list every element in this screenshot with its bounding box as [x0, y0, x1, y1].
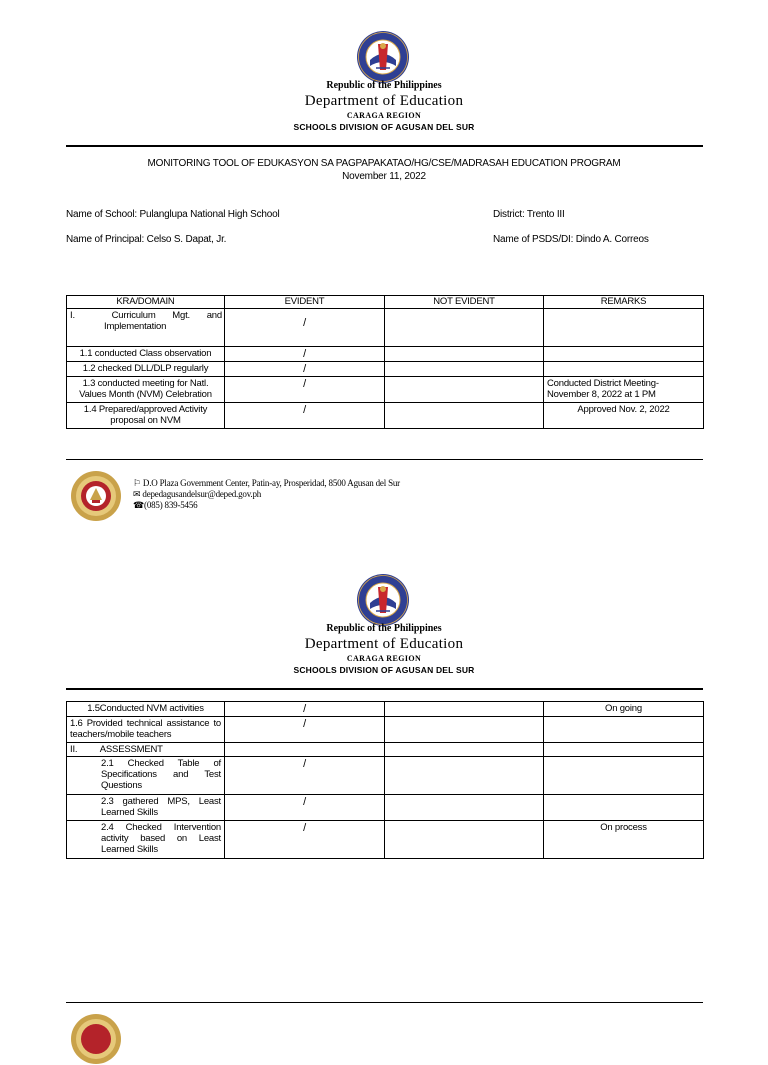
header-republic: Republic of the Philippines [326, 80, 442, 91]
evident-cell: / [225, 362, 385, 377]
kra-cell: 1.3 conducted meeting for Natl. Values Month (NVM) Celebration [67, 377, 225, 403]
header-remarks: REMARKS [544, 296, 704, 309]
not-evident-cell [385, 309, 544, 347]
remarks-cell [544, 717, 704, 743]
remarks-cell [544, 757, 704, 795]
footer-rule [66, 1002, 703, 1003]
remarks-cell: On process [544, 821, 704, 859]
header-not-evident: NOT EVIDENT [385, 296, 544, 309]
phone-icon: ☎ [133, 500, 145, 510]
header-rule [66, 145, 703, 147]
table-row [67, 717, 704, 743]
footer-address: D.O Plaza Government Center, Patin-ay, Prosperidad, 8500 Agusan del Sur [142, 478, 400, 488]
not-evident-cell [385, 702, 544, 717]
evident-cell: / [225, 309, 385, 347]
kra-cell: 1.4 Prepared/approved Activity proposal on NVM [67, 403, 225, 429]
remarks-cell [544, 362, 704, 377]
kra-cell: 1.2 checked DLL/DLP regularly [67, 362, 225, 377]
deped-seal-icon [356, 573, 410, 627]
footer-phone: (085) 839-5456 [144, 500, 198, 510]
table-row [67, 743, 704, 757]
remarks-cell: Approved Nov. 2, 2022 [544, 403, 704, 429]
not-evident-cell [385, 403, 544, 429]
table-row [67, 309, 704, 347]
not-evident-cell [385, 347, 544, 362]
document-title: MONITORING TOOL OF EDUKASYON SA PAGPAPAKATAO/HG/CSE/MADRASAH EDUCATION PROGRAM [147, 158, 621, 169]
table-row [67, 403, 704, 429]
footer-email-line [133, 489, 261, 500]
kra-cell: 1.6 Provided technical assistance to teachers/mobile teachers [67, 717, 225, 743]
division-logo-icon [70, 1013, 122, 1065]
kra-word-b: Mgt. [172, 310, 190, 321]
not-evident-cell [385, 362, 544, 377]
division-logo-icon [70, 470, 122, 522]
deped-seal-icon [356, 30, 410, 84]
kra-cell: 1.1 conducted Class observation [67, 347, 225, 362]
header-rule [66, 688, 703, 690]
evident-cell: / [225, 403, 385, 429]
table-row [67, 757, 704, 795]
kra-number: II. [70, 744, 78, 755]
footer-address-line [133, 478, 400, 489]
document-date: November 11, 2022 [342, 171, 426, 182]
school-name: Name of School: Pulanglupa National High School [66, 209, 280, 220]
evident-cell: / [225, 795, 385, 821]
kra-word-d: Implementation [104, 321, 167, 332]
kra-cell: 1.5Conducted NVM activities [67, 702, 225, 717]
table-row [67, 795, 704, 821]
psds-name: Name of PSDS/DI: Dindo A. Correos [493, 234, 649, 245]
remarks-cell: On going [544, 702, 704, 717]
district: District: Trento III [493, 209, 565, 220]
not-evident-cell [385, 795, 544, 821]
remarks-cell [544, 743, 704, 757]
kra-label: ASSESSMENT [99, 744, 163, 755]
header-division: SCHOOLS DIVISION OF AGUSAN DEL SUR [293, 122, 475, 132]
evident-cell: / [225, 717, 385, 743]
location-icon: ⚐ [133, 478, 143, 488]
principal-name: Name of Principal: Celso S. Dapat, Jr. [66, 234, 227, 245]
kra-cell: 2.3 gathered MPS, Least Learned Skills [67, 795, 225, 821]
kra-number: I. [70, 310, 75, 321]
kra-cell [67, 309, 225, 347]
email-icon: ✉ [133, 489, 143, 499]
header-department: Department of Education [304, 636, 464, 652]
evident-cell: / [225, 702, 385, 717]
not-evident-cell [385, 821, 544, 859]
remarks-cell [544, 795, 704, 821]
header-kra: KRA/DOMAIN [67, 296, 225, 309]
table-row [67, 821, 704, 859]
remarks-cell [544, 309, 704, 347]
table-row [67, 377, 704, 403]
evident-cell: / [225, 377, 385, 403]
table-row [67, 347, 704, 362]
table-row [67, 702, 704, 717]
header-evident: EVIDENT [225, 296, 385, 309]
evident-cell [225, 743, 385, 757]
not-evident-cell [385, 743, 544, 757]
table-header-row [67, 296, 704, 309]
footer-email: depedagusandelsur@deped.gov.ph [142, 489, 262, 499]
kra-word-a: Curriculum [111, 310, 156, 321]
not-evident-cell [385, 757, 544, 795]
not-evident-cell [385, 717, 544, 743]
header-region: CARAGA REGION [346, 111, 422, 120]
kra-cell: 2.4 Checked Intervention activity based on Least Learned Skills [67, 821, 225, 859]
footer-phone-line [133, 500, 197, 511]
header-republic: Republic of the Philippines [326, 623, 442, 634]
evident-cell: / [225, 821, 385, 859]
header-department: Department of Education [304, 93, 464, 109]
evident-cell: / [225, 347, 385, 362]
header-division: SCHOOLS DIVISION OF AGUSAN DEL SUR [293, 665, 475, 675]
footer-rule [66, 459, 703, 460]
monitoring-table-1 [66, 295, 704, 429]
monitoring-table-2 [66, 701, 704, 859]
table-row [67, 362, 704, 377]
evident-cell: / [225, 757, 385, 795]
not-evident-cell [385, 377, 544, 403]
kra-cell: 2.1 Checked Table of Specifications and Test Questions [67, 757, 225, 795]
remarks-cell: Conducted District Meeting- November 8, 2022 at 1 PM [544, 377, 704, 403]
header-region: CARAGA REGION [346, 654, 422, 663]
remarks-cell [544, 347, 704, 362]
kra-word-c: and [206, 310, 222, 321]
kra-cell [67, 743, 225, 757]
